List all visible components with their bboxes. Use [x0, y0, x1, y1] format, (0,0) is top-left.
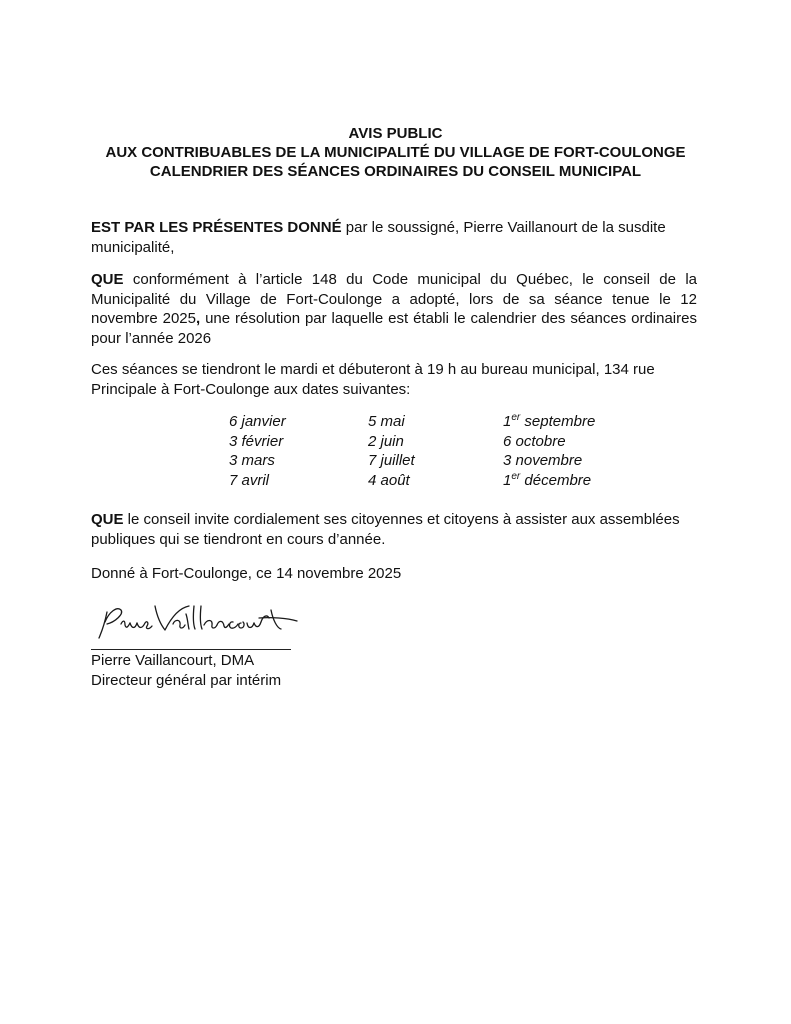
- header-subtitle: AUX CONTRIBUABLES DE LA MUNICIPALITÉ DU VILLAGE DE FORT-COULONGE: [105, 144, 686, 161]
- header-title: AVIS PUBLIC: [348, 125, 443, 142]
- meeting-date: 3 février: [229, 432, 284, 450]
- meeting-date: 7 avril: [229, 471, 270, 489]
- meeting-date: 6 octobre: [503, 432, 566, 450]
- dates-column-3: [503, 412, 595, 490]
- meeting-date: 4 août: [368, 471, 410, 489]
- meeting-date: 1er septembre: [503, 412, 596, 430]
- resolution-text-b: une résolution par laquelle est établi le calendrier des séances ordinaires pour l’année 2026: [91, 310, 697, 347]
- resolution-comma: ,: [195, 310, 201, 327]
- dates-column-2: [368, 412, 415, 490]
- header-calendar-title: CALENDRIER DES SÉANCES ORDINAIRES DU CONSEIL MUNICIPAL: [149, 163, 642, 180]
- meeting-date: 3 mars: [229, 452, 275, 469]
- resolution-text-a: conformément à l’article 148 du Code municipal du Québec, le conseil de la Municipalité du Village de Fort-Coulonge a adopté, lors de sa séance tenue le 12 novembre 2025: [91, 271, 697, 327]
- schedule-paragraph: [91, 360, 697, 399]
- intro-paragraph: [91, 218, 697, 257]
- meeting-date: 6 janvier: [229, 413, 286, 430]
- meeting-date: 2 juin: [368, 432, 404, 450]
- invitation-text: le conseil invite cordialement ses citoyennes et citoyens à assister aux assemblées publiques qui se tiendront en cours d’année.: [91, 511, 680, 548]
- meeting-date: 1er décembre: [503, 470, 592, 489]
- handwritten-signature: [91, 598, 311, 646]
- signatory-title: Directeur général par intérim: [91, 671, 282, 689]
- signature-line: [91, 649, 291, 650]
- given-at-line: Donné à Fort-Coulonge, ce 14 novembre 2025: [91, 565, 402, 582]
- signatory-name: Pierre Vaillancourt, DMA: [91, 652, 255, 669]
- schedule-text: Ces séances se tiendront le mardi et débuteront à 19 h au bureau municipal, 134 rue Principale à Fort-Coulonge aux dates suivantes:: [91, 361, 655, 398]
- notice-header: [0, 124, 791, 181]
- resolution-lead: QUE: [91, 271, 124, 288]
- meeting-date: 7 juillet: [368, 452, 415, 469]
- invitation-paragraph: [91, 510, 697, 549]
- intro-text: par le soussigné, Pierre Vaillanourt de la susdite municipalité,: [91, 219, 666, 256]
- meeting-date: 3 novembre: [503, 452, 583, 469]
- meeting-date: 5 mai: [368, 413, 405, 430]
- dates-column-1: [229, 412, 286, 490]
- invitation-lead: QUE: [91, 511, 124, 528]
- resolution-paragraph: [91, 270, 697, 348]
- signatory-block: [91, 651, 281, 690]
- intro-lead: EST PAR LES PRÉSENTES DONNÉ: [91, 219, 342, 236]
